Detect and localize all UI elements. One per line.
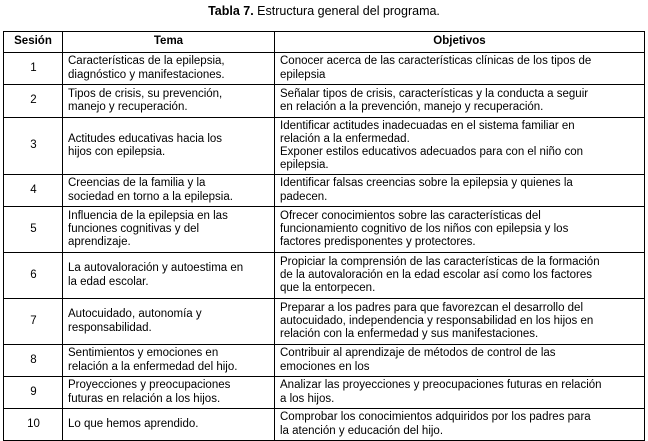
objetivos-cell	[275, 207, 645, 253]
session-number: 10	[4, 409, 63, 441]
table-row	[4, 377, 645, 409]
session-number: 6	[4, 253, 63, 299]
session-number: 5	[4, 207, 63, 253]
tema-line: sociedad en torno a la epilepsia.	[68, 190, 233, 203]
objetivos-line: funcionamiento cognitivo de los niños con epilepsia y los	[280, 222, 569, 235]
tema-cell	[63, 53, 275, 85]
objetivos-cell	[275, 53, 645, 85]
tema-line: Tipos de crisis, su prevención,	[68, 87, 223, 100]
tema-line: Características de la epilepsia,	[68, 55, 225, 68]
tema-line: manejo y recuperación.	[68, 101, 188, 113]
table-body	[4, 53, 645, 441]
tema-line: funciones cognitivas y del	[68, 222, 200, 235]
table-row	[4, 253, 645, 299]
objetivos-line: Propiciar la comprensión de las características de la formación	[280, 255, 600, 268]
table-row	[4, 299, 645, 345]
objetivos-line: Identificar actitudes inadecuadas en el sistema familiar en	[280, 119, 575, 132]
header-tema: Tema	[63, 32, 275, 53]
objetivos-line: Identificar falsas creencias sobre la epilepsia y quienes la	[280, 177, 573, 190]
session-number: 2	[4, 85, 63, 118]
session-number: 7	[4, 299, 63, 345]
objetivos-cell	[275, 253, 645, 299]
tema-cell	[63, 207, 275, 253]
table-row	[4, 53, 645, 85]
objetivos-line: Comprobar los conocimientos adquiridos por los padres para	[280, 411, 591, 424]
objetivos-line: Preparar a los padres para que favorezcan el desarrollo del	[280, 301, 584, 314]
tema-cell	[63, 299, 275, 345]
objetivos-line: padecen.	[280, 190, 328, 203]
objetivos-cell	[275, 299, 645, 345]
tema-cell	[63, 377, 275, 409]
tema-line: Autocuidado, autonomía y	[68, 308, 202, 321]
session-number: 9	[4, 377, 63, 409]
tema-cell	[63, 85, 275, 118]
table-row	[4, 207, 645, 253]
tema-line: responsabilidad.	[68, 321, 152, 334]
table-row	[4, 85, 645, 118]
objetivos-line: autocuidado, independencia y responsabilidad en los hijos en	[280, 314, 594, 327]
tema-line: aprendizaje.	[68, 236, 131, 249]
tema-line: hijos con epilepsia.	[68, 146, 166, 158]
objetivos-line: Exponer estilos educativos adecuados para con el niño con	[280, 146, 584, 158]
objetivos-line: emociones en los	[280, 360, 370, 373]
objetivos-line: la atención y educación del hijo.	[280, 424, 444, 437]
tema-line: Influencia de la epilepsia en las	[68, 209, 228, 222]
header-session: Sesión	[4, 32, 63, 53]
objetivos-line: Ofrecer conocimientos sobre las características del	[280, 209, 541, 222]
objetivos-line: Contribuir al aprendizaje de métodos de control de las	[280, 347, 556, 360]
objetivos-line: epilepsia	[280, 68, 326, 81]
objetivos-cell	[275, 85, 645, 118]
tema-line: relación a la enfermedad del hijo.	[68, 360, 238, 373]
header-objetivos: Objetivos	[275, 32, 645, 53]
objetivos-line: a los hijos.	[280, 392, 335, 405]
objetivos-cell	[275, 345, 645, 377]
program-structure-table	[3, 31, 645, 441]
objetivos-cell	[275, 175, 645, 207]
objetivos-line: epilepsia.	[280, 159, 329, 172]
caption-label: Tabla 7.	[208, 4, 254, 18]
tema-cell	[63, 175, 275, 207]
tema-line: Sentimientos y emociones en	[68, 347, 219, 360]
tema-cell	[63, 118, 275, 175]
tema-cell	[63, 253, 275, 299]
table-row	[4, 175, 645, 207]
caption-text: Estructura general del programa.	[253, 4, 440, 18]
session-number: 4	[4, 175, 63, 207]
objetivos-line: Analizar las proyecciones y preocupaciones futuras en relación	[280, 379, 602, 392]
tema-line: Creencias de la familia y la	[68, 177, 206, 190]
session-number: 8	[4, 345, 63, 377]
table-caption	[0, 4, 648, 18]
tema-line: Actitudes educativas hacia los	[68, 132, 223, 145]
tema-cell	[63, 409, 275, 441]
objetivos-line: Señalar tipos de crisis, características y la conducta a seguir	[280, 87, 589, 100]
table-row	[4, 409, 645, 441]
objetivos-cell	[275, 118, 645, 175]
tema-cell	[63, 345, 275, 377]
objetivos-line: factores predisponentes y protectores.	[280, 236, 476, 249]
objetivos-line: en relación a la prevención, manejo y recuperación.	[280, 101, 544, 113]
tema-line: Proyecciones y preocupaciones	[68, 379, 231, 392]
objetivos-line: Conocer acerca de las características clínicas de los tipos de	[280, 55, 592, 68]
tema-line: la edad escolar.	[68, 275, 149, 288]
tema-line: La autovaloración y autoestima en	[68, 262, 244, 275]
session-number: 1	[4, 53, 63, 85]
tema-line: futuras en relación a los hijos.	[68, 392, 221, 405]
table-row	[4, 345, 645, 377]
header-row	[4, 32, 645, 53]
tema-line: diagnóstico y manifestaciones.	[68, 68, 225, 81]
objetivos-cell	[275, 409, 645, 441]
objetivos-cell	[275, 377, 645, 409]
session-number: 3	[4, 118, 63, 175]
objetivos-line: que la entorpecen.	[280, 282, 376, 295]
objetivos-line: de la autovaloración en la edad escolar así como los factores	[280, 268, 592, 281]
objetivos-line: relación con la enfermedad y sus manifestaciones.	[280, 328, 539, 341]
tema-line: Lo que hemos aprendido.	[68, 417, 199, 430]
table-row	[4, 118, 645, 175]
objetivos-line: relación a la enfermedad.	[280, 132, 410, 145]
